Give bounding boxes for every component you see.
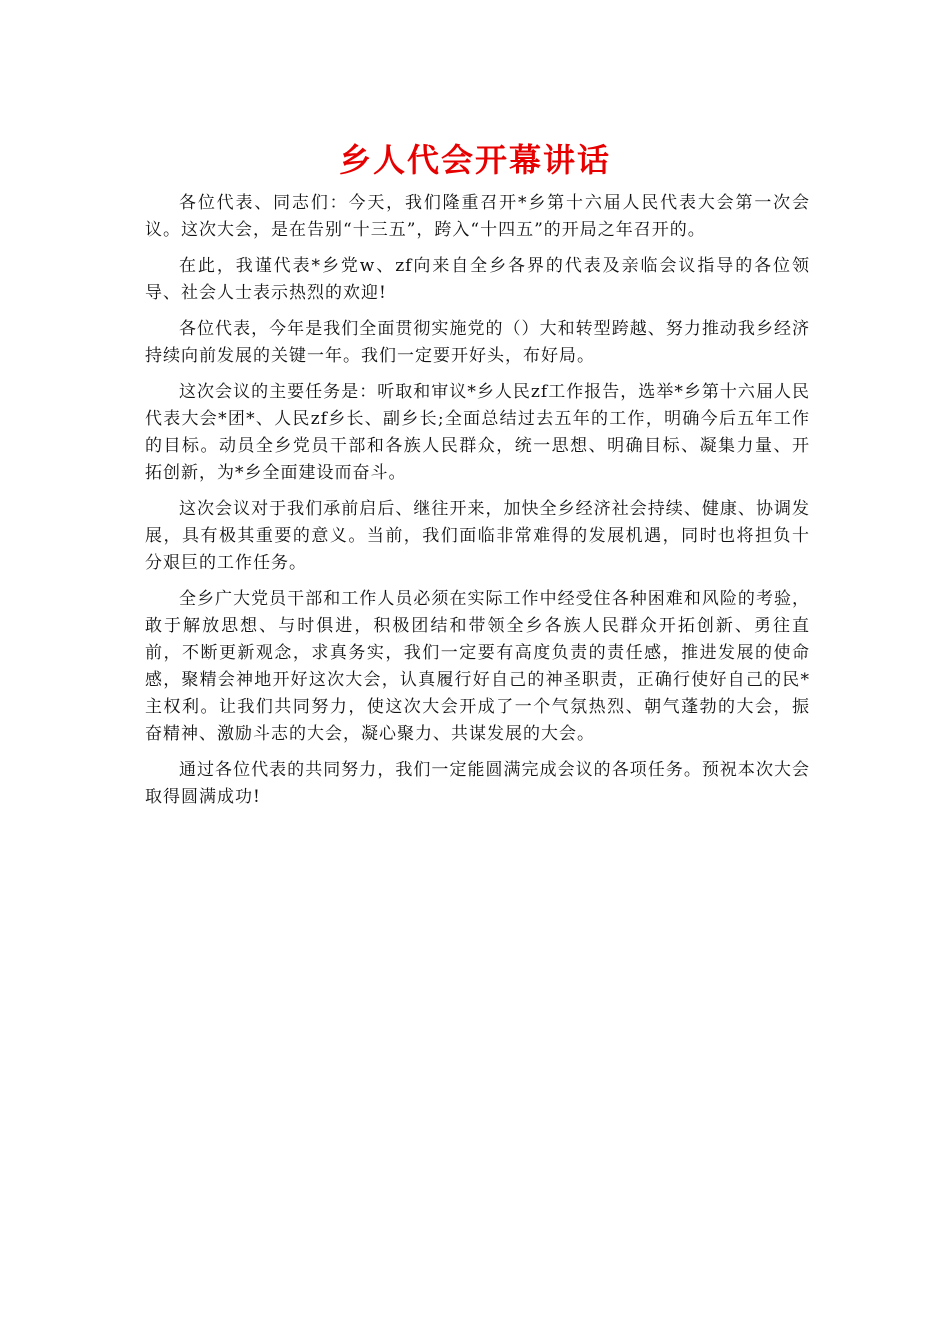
- paragraph: 这次会议的主要任务是：听取和审议*乡人民zf工作报告，选举*乡第十六届人民代表大会*团*、人民zf乡长、副乡长;全面总结过去五年的工作，明确今后五年工作的目标。动员全乡党员干部和各族人民群众，统一思想、明确目标、凝集力量、开拓创新，为*乡全面建设而奋斗。: [145, 382, 810, 483]
- document-body: [145, 190, 810, 820]
- paragraph: 全乡广大党员干部和工作人员必须在实际工作中经受住各种困难和风险的考验，敢于解放思想、与时俱进，积极团结和带领全乡各族人民群众开拓创新、勇往直前，不断更新观念，求真务实，我们一定要有高度负责的责任感，推进发展的使命感，聚精会神地开好这次大会，认真履行好自己的神圣职责，正确行使好自己的民*主权利。让我们共同努力，使这次大会开成了一个气氛热烈、朝气蓬勃的大会，振奋精神、激励斗志的大会，凝心聚力、共谋发展的大会。: [145, 589, 810, 744]
- document-title: 乡人代会开幕讲话: [338, 141, 611, 179]
- paragraph: 这次会议对于我们承前启后、继往开来，加快全乡经济社会持续、健康、协调发展，具有极其重要的意义。当前，我们面临非常难得的发展机遇，同时也将担负十分艰巨的工作任务。: [145, 499, 810, 573]
- paragraph: 在此，我谨代表*乡党w、zf向来自全乡各界的代表及亲临会议指导的各位领导、社会人士表示热烈的欢迎!: [145, 256, 810, 303]
- paragraph: 各位代表、同志们：今天，我们隆重召开*乡第十六届人民代表大会第一次会议。这次大会，是在告别“十三五”，跨入“十四五”的开局之年召开的。: [145, 193, 810, 240]
- paragraph: 通过各位代表的共同努力，我们一定能圆满完成会议的各项任务。预祝本次大会取得圆满成功!: [145, 760, 810, 807]
- paragraph: 各位代表，今年是我们全面贯彻实施党的（）大和转型跨越、努力推动我乡经济持续向前发展的关键一年。我们一定要开好头，布好局。: [145, 319, 810, 366]
